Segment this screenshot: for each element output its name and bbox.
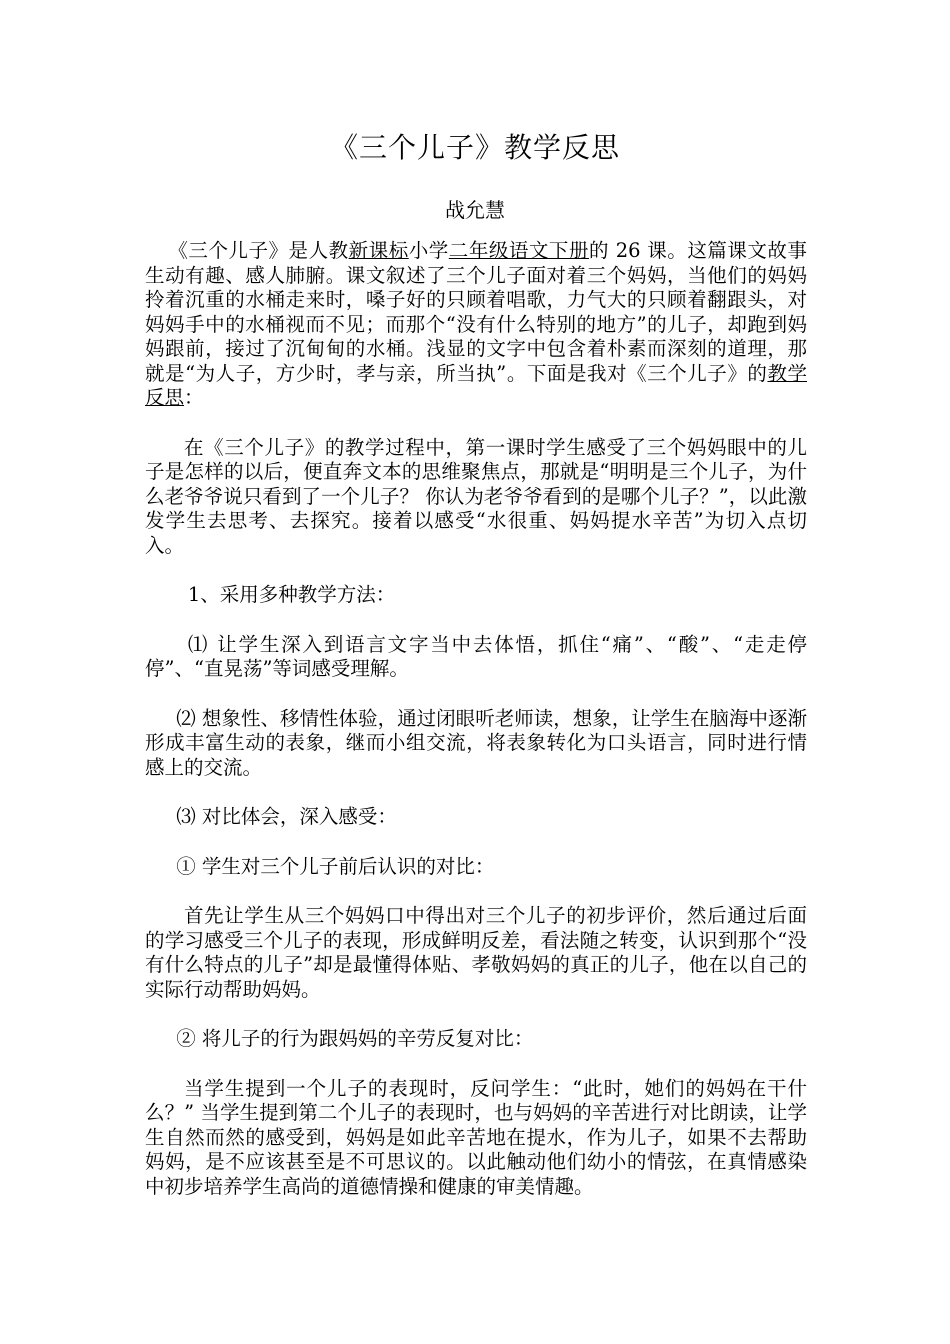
section-heading-methods: 1、采用多种教学方法： [187,583,396,606]
intro-text-1: 《三个儿子》是人教 [168,239,349,262]
intro-paragraph [145,239,807,411]
intro-text-4: ： [184,386,204,409]
comparison-paragraph-2: 当学生提到一个儿子的表现时，反问学生：“此时，她们的妈妈在干什么？” 当学生提到第二个儿子的表现时，也与妈妈的辛苦进行对比朗读，让学生自然而然的感受到，妈妈是如此辛苦地在提水，作为儿子，如果不去帮助妈妈，是不应该甚至是不可思议的。以此触动他们幼小的情弦，在真情感染中初步培养学生高尚的道德情操和健康的审美情趣。 [145,1076,807,1198]
page-title: 《三个儿子》教学反思 [329,131,620,164]
sub-item-1: ① 学生对三个儿子前后认识的对比： [176,854,495,878]
method-item-3: ⑶ 对比体会，深入感受： [176,805,397,828]
intro-text-2: 小学 [408,239,449,262]
link-teaching-reflection[interactable]: 教学反思 [145,361,807,409]
method-item-1: ⑴ 让学生深入到语言文字当中去体悟，抓住“痛”、“酸”、“走走停停”、“直晃荡”等词感受理解。 [145,632,807,680]
link-new-curriculum[interactable]: 新课标 [348,239,409,262]
method-item-2: ⑵ 想象性、移情性体验，通过闭眼听老师读，想象，让学生在脑海中逐渐形成丰富生动的表象，继而小组交流，将表象转化为口头语言，同时进行情感上的交流。 [145,706,807,779]
link-grade2-textbook[interactable]: 二年级语文下册 [448,239,589,262]
author-name: 战允慧 [445,198,505,222]
sub-item-2: ② 将儿子的行为跟妈妈的辛劳反复对比： [176,1027,534,1050]
teaching-process-paragraph: 在《三个儿子》的教学过程中，第一课时学生感受了三个妈妈眼中的儿子是怎样的以后，便直奔文本的思维聚焦点，那就是“明明是三个儿子，为什么老爷爷说只看到了一个儿子？ 你认为老爷爷看到的是哪个儿子？”，以此激发学生去思考、去探究。接着以感受“水很重、妈妈提水辛苦”为切入点切入。 [145,435,807,557]
document-body [145,239,807,1224]
intro-text-3: 的 26 课。这篇课文故事生动有趣、感人肺腑。课文叙述了三个儿子面对着三个妈妈，当他们的妈妈拎着沉重的水桶走来时，嗓子好的只顾着唱歌，力气大的只顾着翻跟头，对妈妈手中的水桶视而不见；而那个“没有什么特别的地方”的儿子，却跑到妈妈跟前，接过了沉甸甸的水桶。浅显的文字中包含着朴素而深刻的道理，那就是“为人子，方少时，孝与亲，所当执”。下面是我对《三个儿子》的 [145,239,807,385]
comparison-paragraph-1: 首先让学生从三个妈妈口中得出对三个儿子的初步评价，然后通过后面的学习感受三个儿子的表现，形成鲜明反差，看法随之转变，认识到那个“没有什么特点的儿子”却是最懂得体贴、孝敬妈妈的真正的儿子，他在以自己的实际行动帮助妈妈。 [145,904,807,1001]
